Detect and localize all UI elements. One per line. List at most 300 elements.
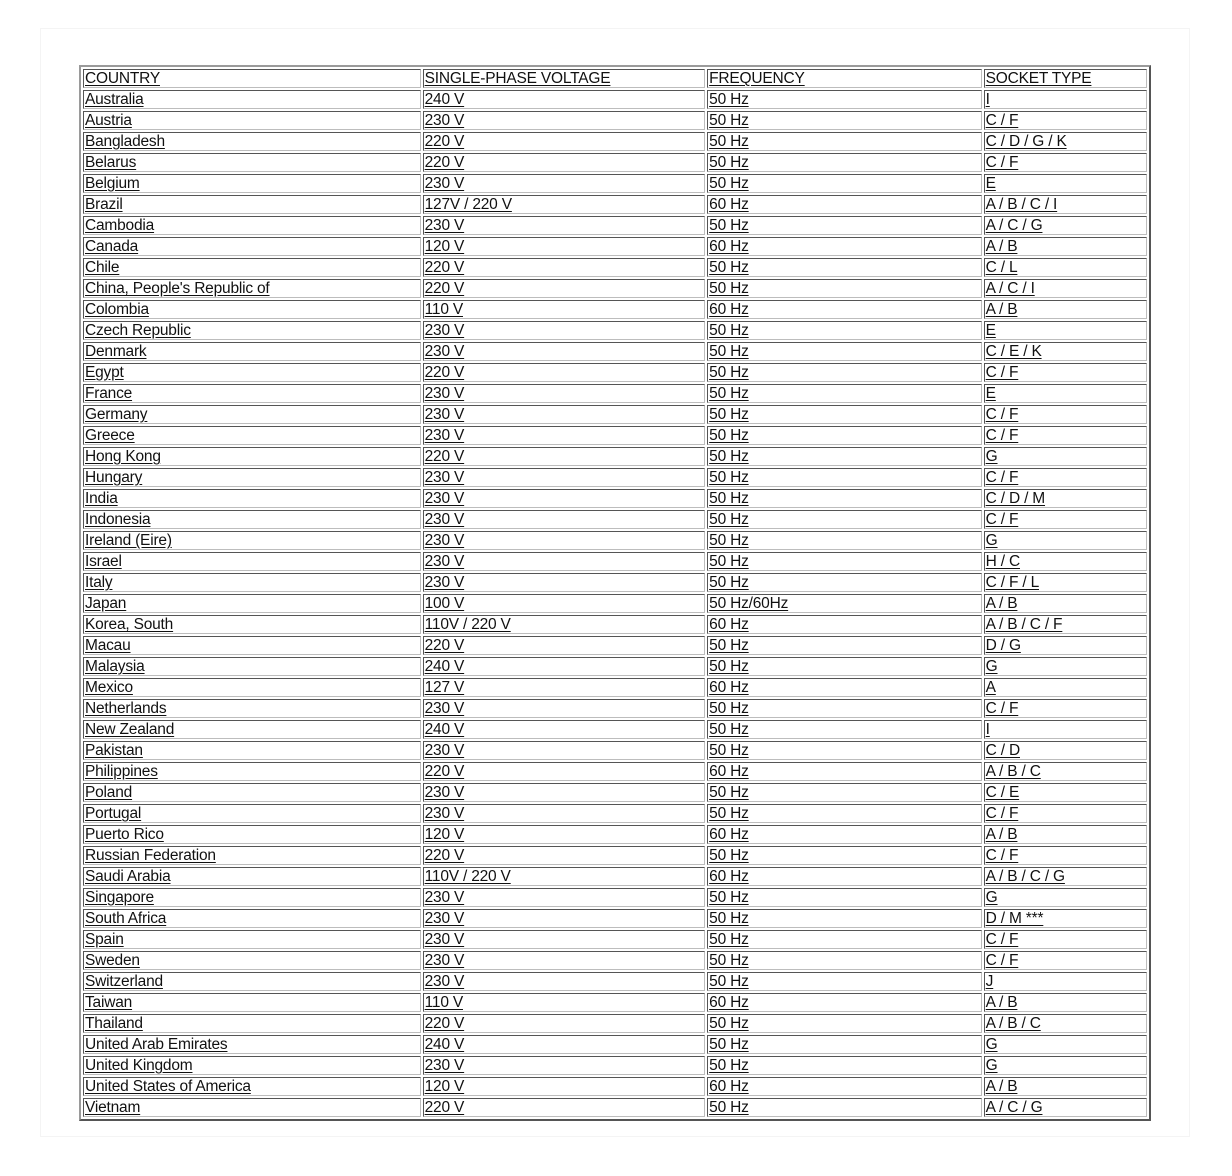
socket-type-cell-text: A / C / G: [985, 1099, 1043, 1116]
voltage-cell: [423, 90, 706, 109]
frequency-cell: [707, 531, 982, 550]
frequency-cell-text: 50 Hz: [709, 1036, 749, 1053]
country-cell-text: Spain: [85, 931, 124, 948]
country-cell-text: United Arab Emirates: [85, 1036, 228, 1053]
voltage-cell-text: 230 V: [424, 217, 465, 234]
country-cell-text: Sweden: [85, 952, 140, 969]
header-country-label: COUNTRY: [85, 70, 160, 87]
voltage-cell: [423, 846, 706, 865]
voltage-cell: [423, 132, 706, 151]
voltage-cell: [423, 678, 706, 697]
socket-type-cell: [984, 132, 1147, 151]
socket-type-cell: [984, 216, 1147, 235]
socket-type-cell-text: A / B / C / I: [985, 196, 1058, 213]
socket-type-cell: [984, 195, 1147, 214]
country-cell-text: United States of America: [85, 1078, 251, 1095]
voltage-cell: [423, 405, 706, 424]
table-row: [83, 90, 1147, 109]
socket-type-cell-text: C / F / L: [985, 574, 1039, 591]
socket-type-cell: [984, 258, 1147, 277]
voltage-cell-text: 230 V: [424, 490, 465, 507]
socket-type-cell-text: D / M ***: [985, 910, 1044, 927]
country-cell-text: Philippines: [85, 763, 158, 780]
socket-type-cell-text: G: [985, 658, 998, 675]
voltage-cell-text: 220 V: [424, 637, 465, 654]
voltage-cell-text: 127V / 220 V: [424, 196, 512, 213]
socket-type-cell-text: C / D / G / K: [985, 133, 1067, 150]
country-cell: [83, 846, 421, 865]
country-cell: [83, 1098, 421, 1117]
socket-type-cell: [984, 951, 1147, 970]
socket-type-cell: [984, 531, 1147, 550]
frequency-cell: [707, 699, 982, 718]
country-cell: [83, 657, 421, 676]
table-row: [83, 993, 1147, 1012]
country-cell: [83, 951, 421, 970]
voltage-cell-text: 230 V: [424, 574, 465, 591]
socket-type-cell-text: C / L: [985, 259, 1018, 276]
voltage-cell: [423, 153, 706, 172]
country-cell: [83, 972, 421, 991]
frequency-cell: [707, 720, 982, 739]
country-cell-text: Belgium: [85, 175, 140, 192]
voltage-cell-text: 230 V: [424, 406, 465, 423]
frequency-cell: [707, 1056, 982, 1075]
socket-type-cell-text: E: [985, 385, 996, 402]
socket-type-cell: [984, 111, 1147, 130]
frequency-cell-text: 60 Hz: [709, 1078, 749, 1095]
country-cell: [83, 930, 421, 949]
frequency-cell: [707, 216, 982, 235]
header-frequency-label: FREQUENCY: [709, 70, 805, 87]
voltage-cell: [423, 510, 706, 529]
socket-type-cell-text: I: [985, 721, 990, 738]
country-cell: [83, 615, 421, 634]
voltage-cell: [423, 762, 706, 781]
country-cell: [83, 678, 421, 697]
frequency-cell-text: 50 Hz: [709, 448, 749, 465]
voltage-cell-text: 230 V: [424, 742, 465, 759]
voltage-cell: [423, 636, 706, 655]
frequency-cell: [707, 447, 982, 466]
table-row: [83, 678, 1147, 697]
voltage-cell: [423, 972, 706, 991]
country-cell: [83, 1014, 421, 1033]
voltage-cell: [423, 279, 706, 298]
frequency-cell: [707, 909, 982, 928]
country-cell: [83, 573, 421, 592]
country-cell-text: Thailand: [85, 1015, 143, 1032]
voltage-cell-text: 100 V: [424, 595, 465, 612]
voltage-cell-text: 110 V: [424, 994, 463, 1011]
voltage-cell: [423, 699, 706, 718]
socket-type-cell: [984, 930, 1147, 949]
socket-type-cell: [984, 636, 1147, 655]
voltage-cell: [423, 489, 706, 508]
table-row: [83, 1035, 1147, 1054]
frequency-cell: [707, 153, 982, 172]
table-row: [83, 195, 1147, 214]
voltage-cell: [423, 825, 706, 844]
voltage-cell-text: 240 V: [424, 721, 465, 738]
frequency-cell-text: 50 Hz: [709, 931, 749, 948]
socket-type-cell: [984, 510, 1147, 529]
socket-type-cell: [984, 552, 1147, 571]
country-cell-text: Malaysia: [85, 658, 145, 675]
voltage-cell: [423, 384, 706, 403]
socket-type-cell-text: E: [985, 322, 996, 339]
table-row: [83, 573, 1147, 592]
socket-type-cell: [984, 1077, 1147, 1096]
frequency-cell: [707, 195, 982, 214]
socket-type-cell: [984, 762, 1147, 781]
country-cell-text: Ireland (Eire): [85, 532, 172, 549]
socket-type-cell-text: C / F: [985, 154, 1019, 171]
frequency-cell: [707, 657, 982, 676]
frequency-cell-text: 50 Hz: [709, 217, 749, 234]
country-cell-text: South Africa: [85, 910, 167, 927]
frequency-cell: [707, 825, 982, 844]
table-row: [83, 321, 1147, 340]
socket-type-cell-text: A / B: [985, 238, 1018, 255]
voltage-cell-text: 230 V: [424, 952, 465, 969]
socket-type-cell: [984, 1014, 1147, 1033]
socket-type-cell-text: A / B / C: [985, 1015, 1041, 1032]
socket-type-cell-text: C / F: [985, 511, 1019, 528]
country-cell-text: Belarus: [85, 154, 137, 171]
frequency-cell-text: 50 Hz: [709, 889, 749, 906]
frequency-cell: [707, 678, 982, 697]
table-row: [83, 720, 1147, 739]
voltage-cell: [423, 993, 706, 1012]
table-row: [83, 615, 1147, 634]
frequency-cell: [707, 111, 982, 130]
country-cell-text: Australia: [85, 91, 144, 108]
voltage-cell: [423, 300, 706, 319]
frequency-cell-text: 50 Hz: [709, 784, 749, 801]
frequency-cell-text: 50 Hz: [709, 406, 749, 423]
socket-type-cell-text: A: [985, 679, 996, 696]
voltage-cell-text: 230 V: [424, 427, 465, 444]
frequency-cell: [707, 132, 982, 151]
socket-type-cell: [984, 594, 1147, 613]
country-cell: [83, 1035, 421, 1054]
socket-type-cell: [984, 1035, 1147, 1054]
country-cell-text: Colombia: [85, 301, 149, 318]
frequency-cell-text: 50 Hz/60Hz: [709, 595, 789, 612]
country-cell: [83, 1056, 421, 1075]
socket-type-cell-text: G: [985, 532, 998, 549]
country-cell: [83, 825, 421, 844]
country-cell-text: India: [85, 490, 118, 507]
voltage-cell-text: 230 V: [424, 175, 465, 192]
frequency-cell: [707, 1077, 982, 1096]
header-socket-type: [984, 69, 1147, 88]
frequency-cell-text: 50 Hz: [709, 973, 749, 990]
frequency-cell-text: 50 Hz: [709, 343, 749, 360]
country-cell: [83, 300, 421, 319]
country-cell-text: Portugal: [85, 805, 142, 822]
frequency-cell-text: 50 Hz: [709, 847, 749, 864]
socket-type-cell: [984, 657, 1147, 676]
frequency-cell: [707, 615, 982, 634]
frequency-cell-text: 50 Hz: [709, 553, 749, 570]
country-cell-text: New Zealand: [85, 721, 175, 738]
frequency-cell-text: 60 Hz: [709, 616, 749, 633]
voltage-cell: [423, 1056, 706, 1075]
voltage-cell-text: 230 V: [424, 1057, 465, 1074]
header-voltage: [423, 69, 706, 88]
socket-type-cell-text: C / F: [985, 406, 1019, 423]
frequency-cell-text: 50 Hz: [709, 574, 749, 591]
voltage-cell-text: 220 V: [424, 847, 465, 864]
country-cell-text: Russian Federation: [85, 847, 216, 864]
country-cell-text: Singapore: [85, 889, 154, 906]
country-cell: [83, 237, 421, 256]
voltage-cell: [423, 783, 706, 802]
voltage-cell-text: 240 V: [424, 91, 465, 108]
voltage-cell-text: 220 V: [424, 1099, 465, 1116]
country-cell: [83, 762, 421, 781]
socket-type-cell: [984, 90, 1147, 109]
voltage-cell: [423, 573, 706, 592]
socket-type-cell-text: A / B: [985, 301, 1018, 318]
socket-type-cell: [984, 972, 1147, 991]
voltage-cell-text: 110 V: [424, 301, 463, 318]
voltage-cell: [423, 216, 706, 235]
frequency-cell: [707, 972, 982, 991]
socket-type-cell-text: C / F: [985, 952, 1019, 969]
frequency-cell: [707, 951, 982, 970]
frequency-cell: [707, 510, 982, 529]
socket-type-cell-text: A / B / C: [985, 763, 1041, 780]
voltage-cell: [423, 552, 706, 571]
voltage-cell-text: 230 V: [424, 784, 465, 801]
table-row: [83, 867, 1147, 886]
table-row: [83, 363, 1147, 382]
socket-type-cell-text: C / E: [985, 784, 1020, 801]
voltage-cell: [423, 1014, 706, 1033]
voltage-cell-text: 230 V: [424, 889, 465, 906]
table-row: [83, 1056, 1147, 1075]
frequency-cell-text: 50 Hz: [709, 133, 749, 150]
country-cell: [83, 594, 421, 613]
voltage-cell: [423, 447, 706, 466]
socket-type-cell-text: C / D / M: [985, 490, 1046, 507]
socket-type-cell: [984, 279, 1147, 298]
voltage-cell-text: 120 V: [424, 1078, 465, 1095]
frequency-cell-text: 50 Hz: [709, 952, 749, 969]
country-cell: [83, 363, 421, 382]
country-cell: [83, 174, 421, 193]
country-cell-text: Canada: [85, 238, 139, 255]
frequency-cell: [707, 321, 982, 340]
frequency-cell-text: 50 Hz: [709, 1015, 749, 1032]
frequency-cell: [707, 468, 982, 487]
table-header-row: [83, 69, 1147, 88]
voltage-cell-text: 230 V: [424, 973, 465, 990]
socket-type-cell-text: A / C / G: [985, 217, 1043, 234]
frequency-cell: [707, 552, 982, 571]
voltage-cell-text: 120 V: [424, 826, 465, 843]
frequency-cell-text: 50 Hz: [709, 637, 749, 654]
socket-type-cell-text: E: [985, 175, 996, 192]
country-cell-text: Taiwan: [85, 994, 133, 1011]
socket-type-cell-text: C / E / K: [985, 343, 1042, 360]
table-row: [83, 258, 1147, 277]
country-cell: [83, 111, 421, 130]
country-cell-text: Hong Kong: [85, 448, 161, 465]
frequency-cell: [707, 279, 982, 298]
socket-type-cell-text: G: [985, 1036, 998, 1053]
country-cell-text: Netherlands: [85, 700, 167, 717]
socket-type-cell-text: A / B: [985, 1078, 1018, 1095]
frequency-cell: [707, 342, 982, 361]
country-cell-text: Czech Republic: [85, 322, 191, 339]
table-row: [83, 216, 1147, 235]
voltage-cell-text: 230 V: [424, 553, 465, 570]
voltage-cell: [423, 426, 706, 445]
country-cell-text: Germany: [85, 406, 148, 423]
frequency-cell-text: 60 Hz: [709, 826, 749, 843]
socket-type-cell: [984, 384, 1147, 403]
voltage-cell-text: 127 V: [424, 679, 465, 696]
socket-type-cell-text: G: [985, 448, 998, 465]
voltage-cell: [423, 342, 706, 361]
socket-type-cell-text: C / F: [985, 700, 1019, 717]
frequency-cell-text: 60 Hz: [709, 238, 749, 255]
voltage-cell: [423, 1035, 706, 1054]
voltage-cell: [423, 615, 706, 634]
voltage-cell: [423, 111, 706, 130]
voltage-cell: [423, 930, 706, 949]
country-cell: [83, 699, 421, 718]
country-electrical-spec-table: [79, 65, 1151, 1121]
socket-type-cell: [984, 783, 1147, 802]
header-country: [83, 69, 421, 88]
frequency-cell-text: 50 Hz: [709, 175, 749, 192]
frequency-cell: [707, 930, 982, 949]
socket-type-cell: [984, 909, 1147, 928]
socket-type-cell: [984, 405, 1147, 424]
socket-type-cell-text: C / F: [985, 847, 1019, 864]
frequency-cell-text: 50 Hz: [709, 112, 749, 129]
voltage-cell-text: 220 V: [424, 448, 465, 465]
socket-type-cell: [984, 426, 1147, 445]
voltage-cell: [423, 237, 706, 256]
frequency-cell: [707, 741, 982, 760]
frequency-cell-text: 50 Hz: [709, 259, 749, 276]
socket-type-cell: [984, 153, 1147, 172]
voltage-cell: [423, 258, 706, 277]
country-cell-text: Brazil: [85, 196, 123, 213]
country-cell-text: Saudi Arabia: [85, 868, 171, 885]
socket-type-cell-text: A / B: [985, 994, 1018, 1011]
frequency-cell-text: 50 Hz: [709, 1099, 749, 1116]
socket-type-cell: [984, 573, 1147, 592]
frequency-cell-text: 50 Hz: [709, 1057, 749, 1074]
socket-type-cell-text: A / B / C / G: [985, 868, 1065, 885]
voltage-cell: [423, 888, 706, 907]
socket-type-cell-text: J: [985, 973, 994, 990]
voltage-cell-text: 230 V: [424, 700, 465, 717]
country-cell-text: Bangladesh: [85, 133, 165, 150]
country-cell: [83, 195, 421, 214]
frequency-cell-text: 60 Hz: [709, 196, 749, 213]
table-row: [83, 132, 1147, 151]
frequency-cell: [707, 90, 982, 109]
country-cell-text: Cambodia: [85, 217, 155, 234]
country-cell: [83, 888, 421, 907]
socket-type-cell: [984, 699, 1147, 718]
frequency-cell: [707, 1035, 982, 1054]
country-cell: [83, 993, 421, 1012]
voltage-cell: [423, 1098, 706, 1117]
table-row: [83, 909, 1147, 928]
table-row: [83, 1098, 1147, 1117]
frequency-cell-text: 60 Hz: [709, 868, 749, 885]
frequency-cell: [707, 993, 982, 1012]
country-cell: [83, 132, 421, 151]
frequency-cell: [707, 594, 982, 613]
country-cell: [83, 405, 421, 424]
socket-type-cell-text: C / D: [985, 742, 1020, 759]
voltage-cell: [423, 909, 706, 928]
country-cell-text: Hungary: [85, 469, 143, 486]
frequency-cell-text: 50 Hz: [709, 280, 749, 297]
voltage-cell-text: 110V / 220 V: [424, 616, 511, 633]
voltage-cell-text: 240 V: [424, 658, 465, 675]
frequency-cell-text: 50 Hz: [709, 322, 749, 339]
frequency-cell-text: 60 Hz: [709, 994, 749, 1011]
socket-type-cell-text: C / F: [985, 805, 1019, 822]
frequency-cell: [707, 636, 982, 655]
socket-type-cell: [984, 615, 1147, 634]
socket-type-cell-text: C / F: [985, 931, 1019, 948]
frequency-cell: [707, 300, 982, 319]
voltage-cell-text: 220 V: [424, 154, 465, 171]
table-row: [83, 426, 1147, 445]
socket-type-cell-text: H / C: [985, 553, 1020, 570]
country-cell: [83, 867, 421, 886]
country-cell-text: Greece: [85, 427, 135, 444]
voltage-cell-text: 220 V: [424, 259, 465, 276]
country-cell-text: Egypt: [85, 364, 124, 381]
table-row: [83, 762, 1147, 781]
country-cell: [83, 741, 421, 760]
country-cell: [83, 783, 421, 802]
voltage-cell-text: 230 V: [424, 511, 465, 528]
table-row: [83, 888, 1147, 907]
frequency-cell-text: 50 Hz: [709, 805, 749, 822]
voltage-cell-text: 220 V: [424, 763, 465, 780]
header-voltage-label: SINGLE-PHASE VOLTAGE: [424, 70, 611, 87]
socket-type-cell-text: I: [985, 91, 990, 108]
table-row: [83, 930, 1147, 949]
country-cell: [83, 321, 421, 340]
country-cell: [83, 216, 421, 235]
socket-type-cell-text: C / F: [985, 364, 1019, 381]
frequency-cell: [707, 174, 982, 193]
socket-type-cell: [984, 888, 1147, 907]
frequency-cell: [707, 237, 982, 256]
country-cell-text: Poland: [85, 784, 133, 801]
country-cell-text: Indonesia: [85, 511, 151, 528]
table-row: [83, 510, 1147, 529]
socket-type-cell: [984, 741, 1147, 760]
voltage-cell-text: 230 V: [424, 469, 465, 486]
country-cell-text: Italy: [85, 574, 113, 591]
